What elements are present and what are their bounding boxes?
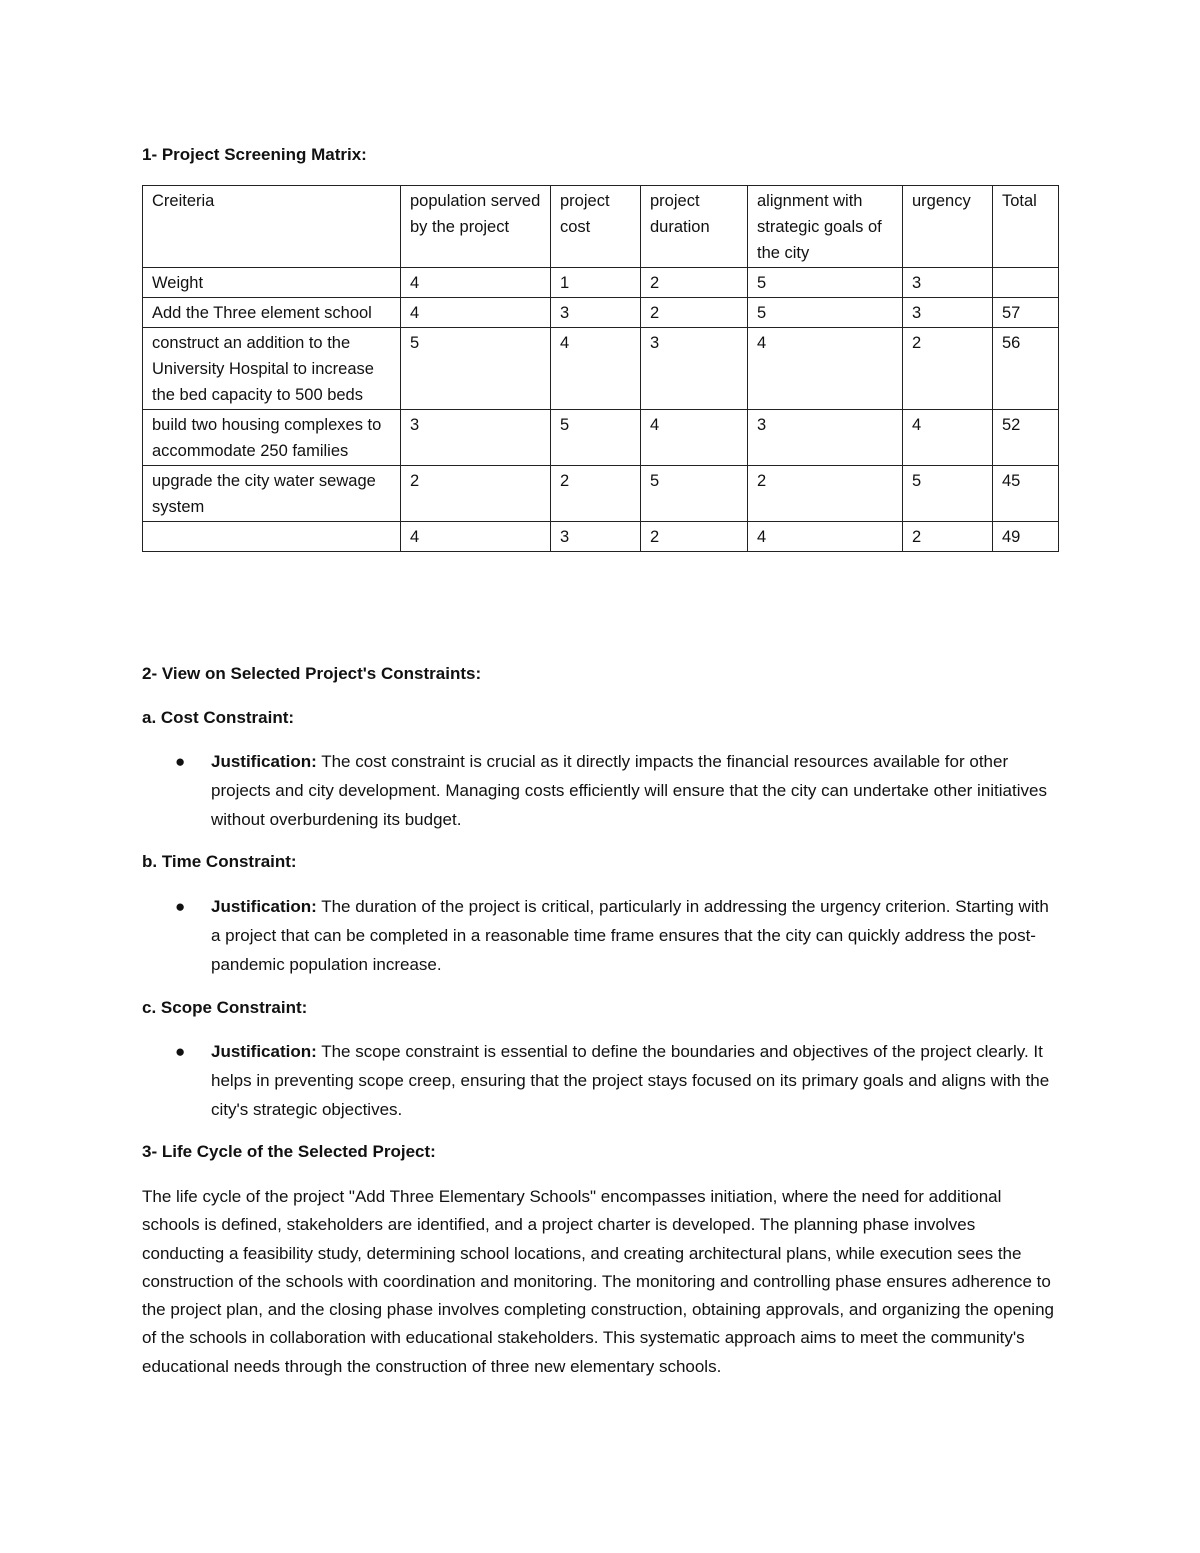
scope-constraint-heading: c. Scope Constraint: [142, 998, 308, 1017]
table-row [143, 522, 1059, 552]
bullet-icon: ● [175, 1042, 186, 1061]
table-cell: 5 [641, 466, 748, 522]
table-cell: Add the Three element school [143, 298, 401, 328]
table-cell: 5 [748, 268, 903, 298]
table-cell: 1 [551, 268, 641, 298]
table-cell: 2 [641, 268, 748, 298]
table-cell: 3 [903, 268, 993, 298]
table-cell: 52 [993, 410, 1059, 466]
table-cell: 3 [551, 522, 641, 552]
section2-heading: 2- View on Selected Project's Constraints: [142, 664, 482, 683]
table-cell: 3 [551, 298, 641, 328]
justification-text: The duration of the project is critical, particularly in addressing the urgency criterion. Starting with a project that can be completed in a reasonable time frame ensures that the city can quickly address the post-pandemic population increase. [211, 897, 1049, 974]
table-row [143, 298, 1059, 328]
table-cell: 4 [641, 410, 748, 466]
table-cell: 4 [903, 410, 993, 466]
table-cell [143, 522, 401, 552]
section3-heading: 3- Life Cycle of the Selected Project: [142, 1142, 436, 1161]
time-constraint-bullet [142, 892, 1060, 979]
table-cell: 2 [551, 466, 641, 522]
header-cell-population: population served by the project [401, 186, 551, 268]
header-cell-duration: project duration [641, 186, 748, 268]
table-row [143, 268, 1059, 298]
table-header-row [143, 186, 1059, 268]
header-cell-total: Total [993, 186, 1059, 268]
bullet-icon: ● [175, 752, 186, 771]
table-cell: 2 [748, 466, 903, 522]
table-cell: 4 [401, 522, 551, 552]
table-cell: 3 [903, 298, 993, 328]
table-cell: 3 [641, 328, 748, 410]
table-cell: 5 [903, 466, 993, 522]
cost-constraint-heading: a. Cost Constraint: [142, 708, 295, 727]
table-cell: 2 [903, 328, 993, 410]
justification-label: Justification: [211, 1042, 317, 1061]
table-row [143, 410, 1059, 466]
table-cell: 5 [748, 298, 903, 328]
table-cell: 5 [551, 410, 641, 466]
table-cell: 56 [993, 328, 1059, 410]
table-cell: build two housing complexes to accommodate 250 families [143, 410, 401, 466]
table-cell: 2 [641, 522, 748, 552]
justification-text: The scope constraint is essential to define the boundaries and objectives of the project clearly. It helps in preventing scope creep, ensuring that the project stays focused on its primary goals and aligns with the city's strategic objectives. [211, 1042, 1050, 1119]
time-constraint-heading: b. Time Constraint: [142, 852, 297, 871]
table-cell: 4 [748, 522, 903, 552]
justification-label: Justification: [211, 897, 317, 916]
table-cell: 3 [401, 410, 551, 466]
table-cell: 2 [903, 522, 993, 552]
table-row [143, 328, 1059, 410]
justification-label: Justification: [211, 752, 317, 771]
bullet-icon: ● [175, 897, 186, 916]
header-cell-cost: project cost [551, 186, 641, 268]
table-cell: 4 [748, 328, 903, 410]
table-cell: 2 [401, 466, 551, 522]
table-cell: 5 [401, 328, 551, 410]
table-cell: 57 [993, 298, 1059, 328]
table-cell: 49 [993, 522, 1059, 552]
table-cell: construct an addition to the University Hospital to increase the bed capacity to 500 beds [143, 328, 401, 410]
life-cycle-paragraph: The life cycle of the project "Add Three Elementary Schools" encompasses initiation, where the need for additional schools is defined, stakeholders are identified, and a project charter is developed. The planning phase involves conducting a feasibility study, determining school locations, and creating architectural plans, while execution sees the construction of the schools with coordination and monitoring. The monitoring and controlling phase ensures adherence to the project plan, and the closing phase involves completing construction, obtaining approvals, and organizing the opening of the schools in collaboration with educational stakeholders. This systematic approach aims to meet the community's educational needs through the construction of three new elementary schools. [142, 1187, 1054, 1376]
table-cell [993, 268, 1059, 298]
table-cell: 45 [993, 466, 1059, 522]
table-cell: 4 [401, 268, 551, 298]
screening-matrix-table [142, 185, 1059, 552]
table-cell: Weight [143, 268, 401, 298]
table-cell: 4 [551, 328, 641, 410]
header-cell-criteria: Creiteria [143, 186, 401, 268]
table-cell: 4 [401, 298, 551, 328]
cost-constraint-bullet [142, 747, 1060, 834]
header-cell-alignment: alignment with strategic goals of the city [748, 186, 903, 268]
section1-heading: 1- Project Screening Matrix: [142, 145, 367, 164]
table-cell: 3 [748, 410, 903, 466]
header-cell-urgency: urgency [903, 186, 993, 268]
scope-constraint-bullet [142, 1037, 1060, 1124]
table-cell: 2 [641, 298, 748, 328]
table-cell: upgrade the city water sewage system [143, 466, 401, 522]
table-row [143, 466, 1059, 522]
justification-text: The cost constraint is crucial as it directly impacts the financial resources available for other projects and city development. Managing costs efficiently will ensure that the city can undertake other initiatives without overburdening its budget. [211, 752, 1047, 829]
